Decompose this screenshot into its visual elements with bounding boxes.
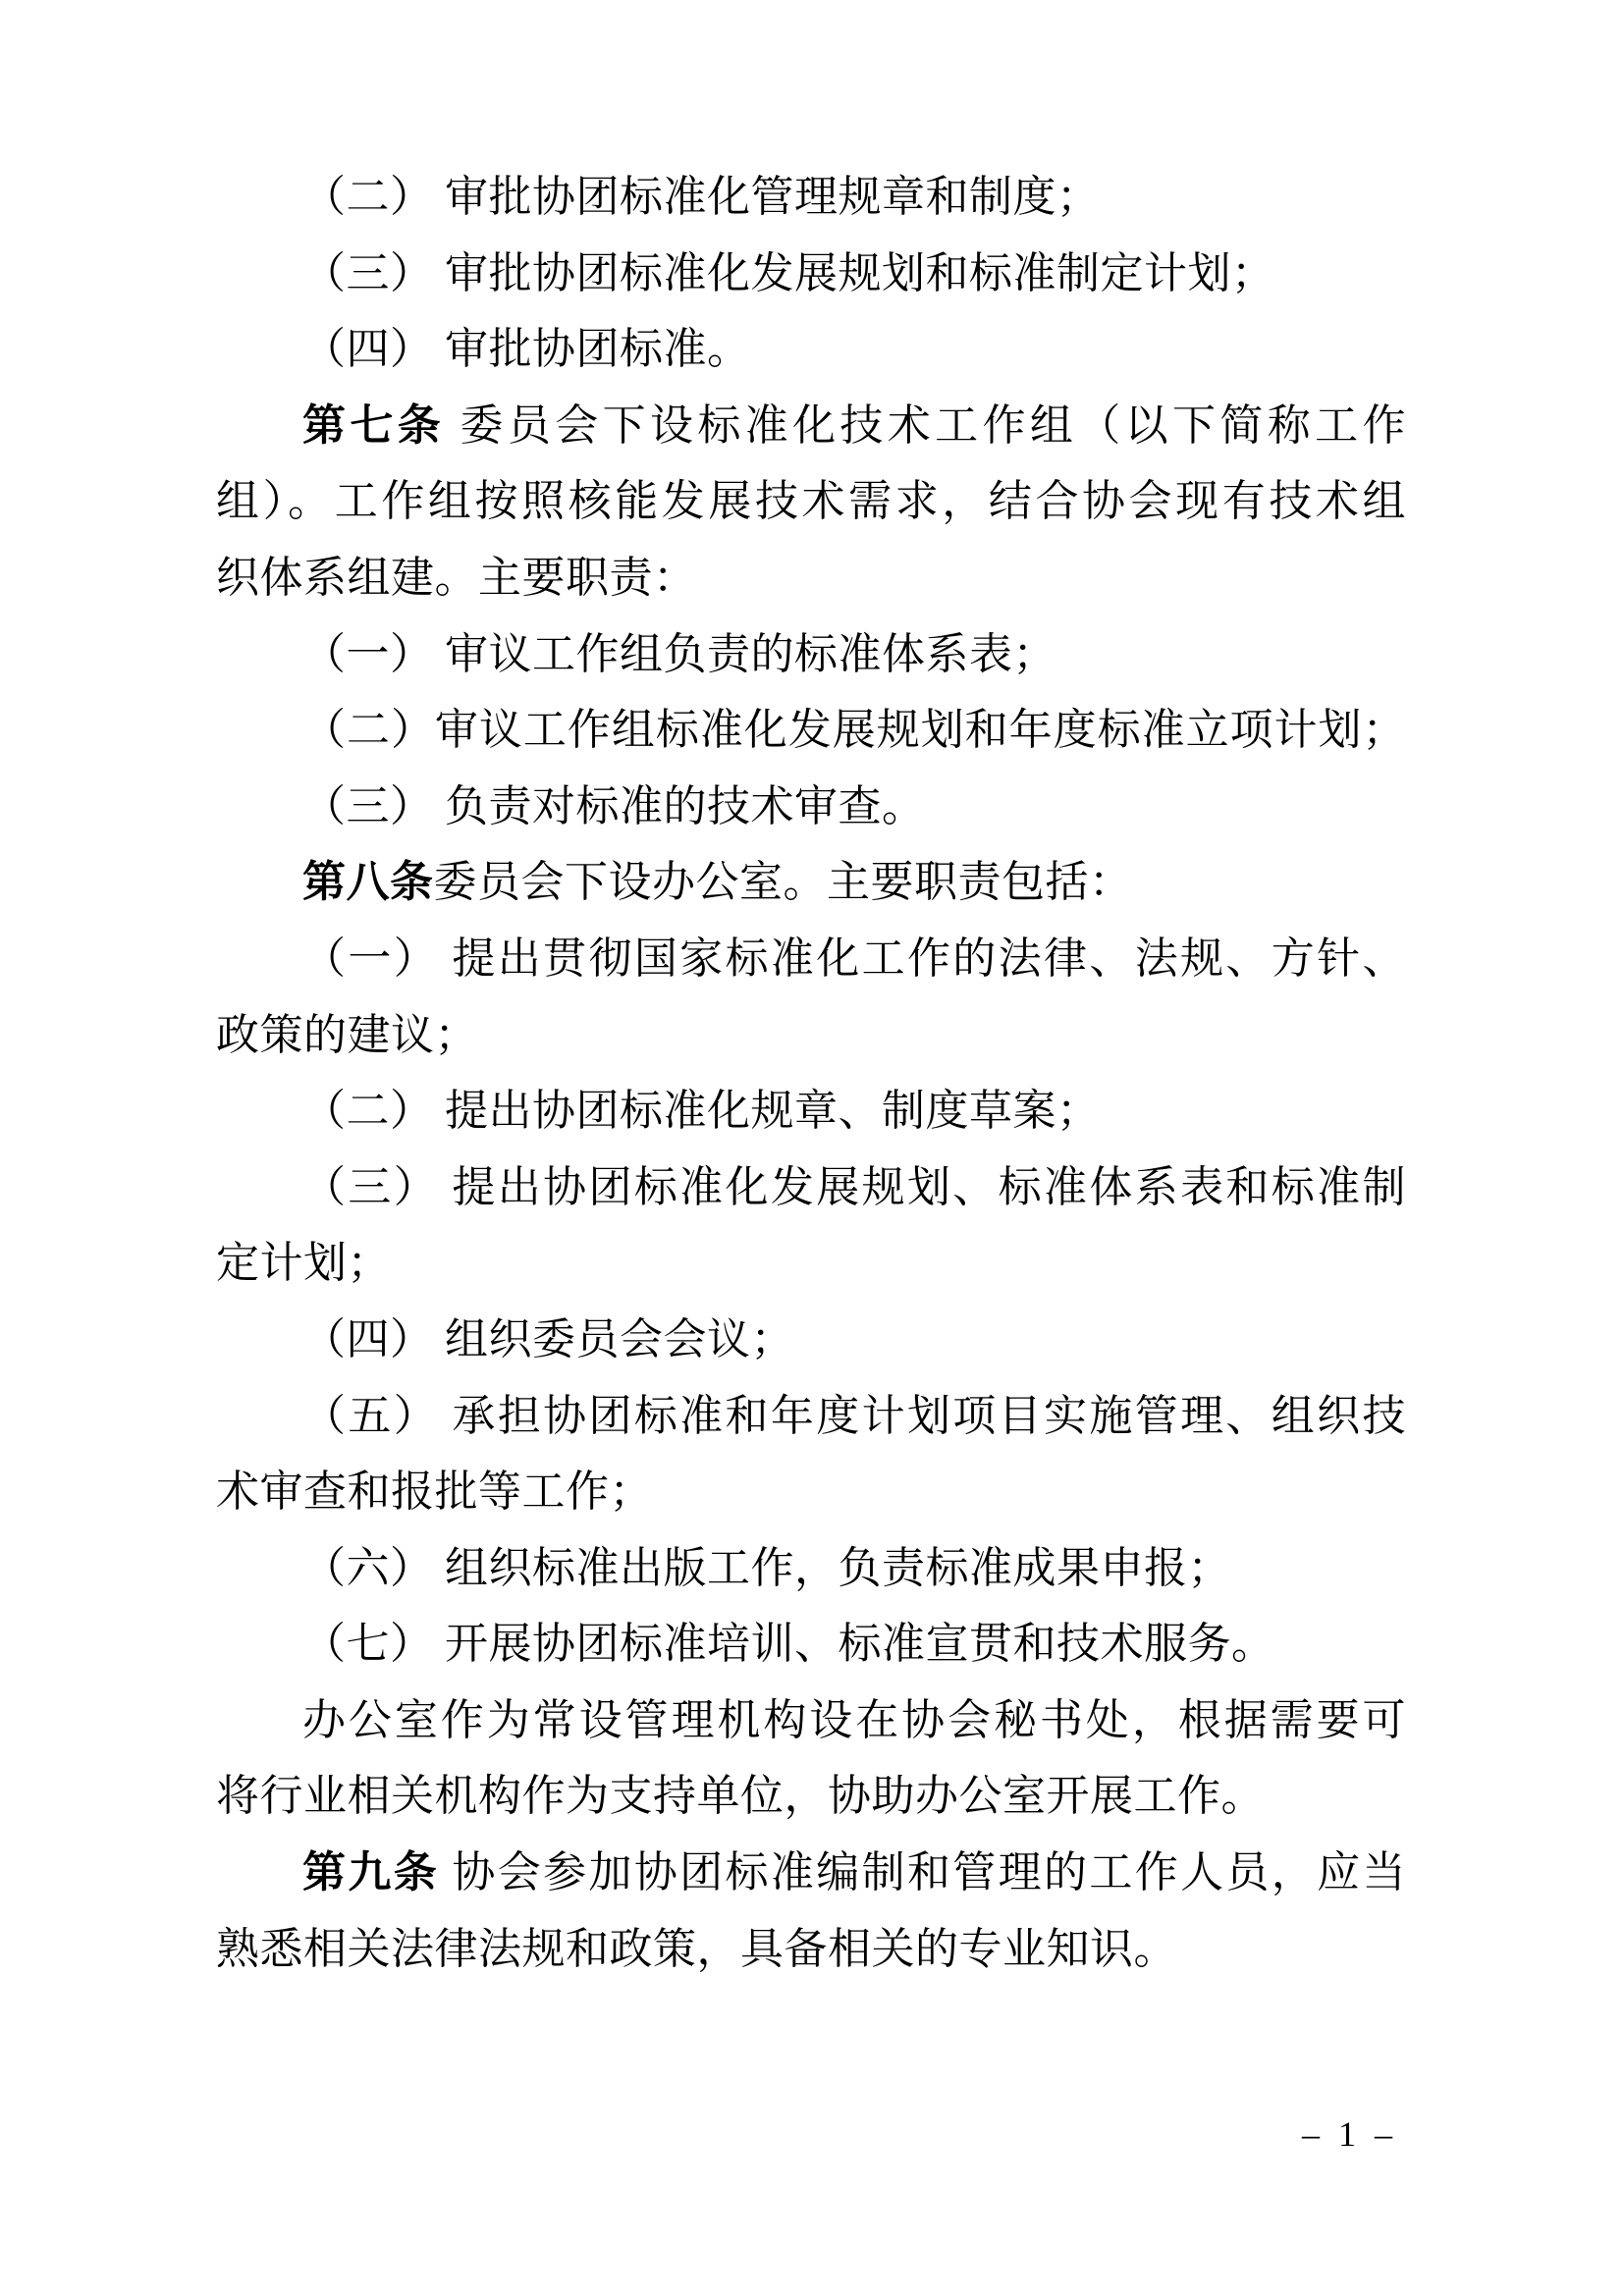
text-line: 政策的建议；	[216, 1010, 478, 1059]
article-number: 第九条	[302, 1848, 440, 1897]
text-line: （三） 提出协团标准化发展规划、标准体系表和标准制	[302, 1162, 1406, 1211]
text-line: （四） 组织委员会会议；	[302, 1314, 794, 1363]
text-line: 术审查和报批等工作；	[216, 1468, 653, 1517]
text-line: 第七条 委员会下设标准化技术工作组（以下简称工作	[302, 400, 1406, 450]
text-line: 办公室作为常设管理机构设在协会秘书处，根据需要可	[302, 1695, 1406, 1744]
text-line: 织体系组建。主要职责：	[216, 553, 697, 602]
text-line: （七） 开展协团标准培训、标准宣贯和技术服务。	[302, 1620, 1275, 1669]
text-line: （一） 提出贯彻国家标准化工作的法律、法规、方针、	[302, 934, 1406, 983]
text-line: （三） 负责对标准的技术审查。	[302, 781, 926, 830]
document-body	[216, 159, 1406, 1987]
page-number: – 1 –	[1302, 2114, 1397, 2154]
text-line: 组）。工作组按照核能发展技术需求，结合协会现有技术组	[216, 477, 1406, 526]
text-line: （二） 审批协团标准化管理规章和制度；	[302, 173, 1101, 221]
text-line: 定计划；	[216, 1239, 391, 1288]
article-number: 第七条	[302, 400, 446, 450]
text-line: （三） 审批协团标准化发展规划和标准制定计划；	[302, 248, 1275, 297]
text-line: （二）审议工作组标准化发展规划和年度标准立项计划；	[302, 706, 1406, 755]
text-line: （二） 提出协团标准化规章、制度草案；	[302, 1087, 1101, 1136]
text-line: （四） 审批协团标准。	[302, 325, 751, 374]
text-line: 将行业相关机构作为支持单位，协助办公室开展工作。	[216, 1772, 1265, 1821]
article-number: 第八条	[302, 858, 434, 907]
text-line: 第九条 协会参加协团标准编制和管理的工作人员，应当	[302, 1848, 1406, 1897]
text-line: （五） 承担协团标准和年度计划项目实施管理、组织技	[302, 1391, 1406, 1440]
text-line: （一） 审议工作组负责的标准体系表；	[302, 629, 1056, 678]
text-line: 熟悉相关法律法规和政策，具备相关的专业知识。	[216, 1924, 1177, 1973]
text-line: 第八条委员会下设办公室。主要职责包括：	[302, 858, 1133, 907]
text-line: （六） 组织标准出版工作，负责标准成果申报；	[302, 1543, 1231, 1592]
